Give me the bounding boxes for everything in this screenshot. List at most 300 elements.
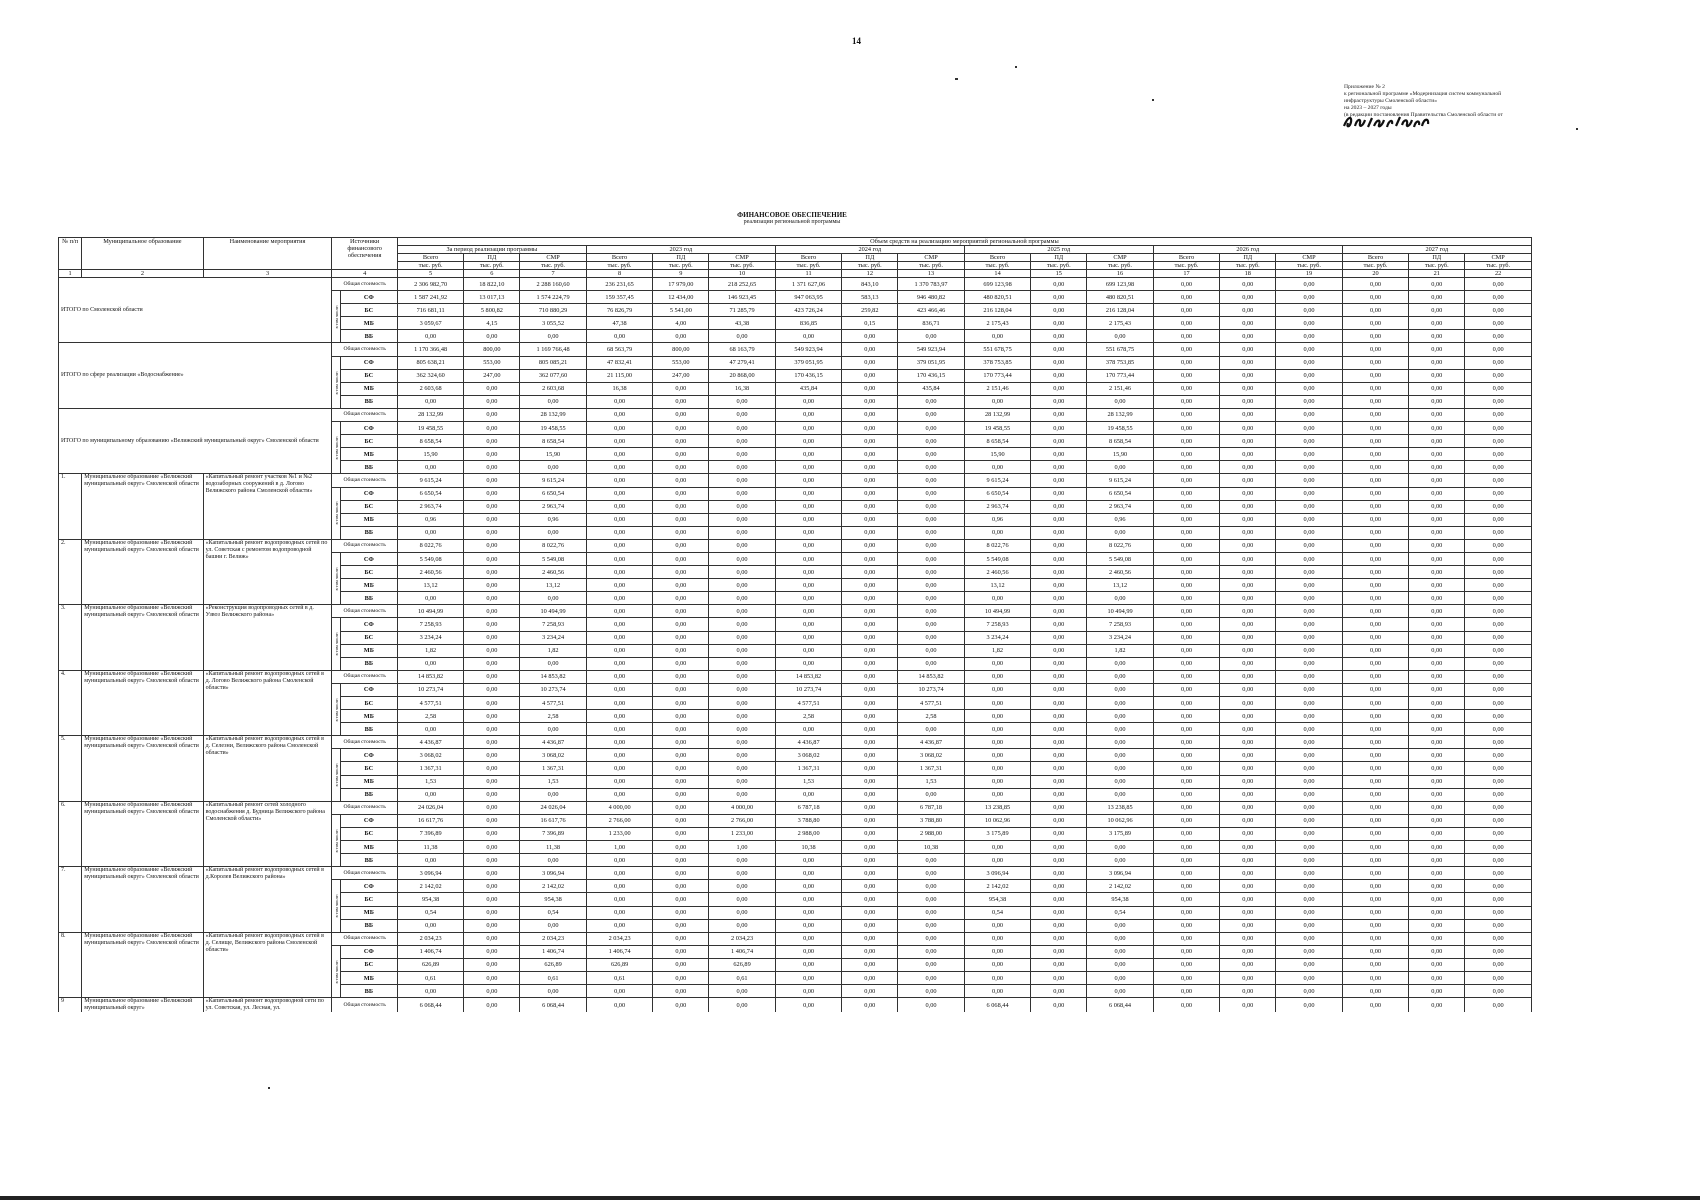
incl-text: в том числе: xyxy=(333,697,339,722)
value-cell: 0,00 xyxy=(1220,723,1276,736)
value-cell: 0,00 xyxy=(709,566,776,579)
value-cell: 0,00 xyxy=(898,618,965,631)
value-cell: 0,00 xyxy=(1409,762,1465,775)
value-cell: 6 068,44 xyxy=(1087,998,1154,1013)
value-cell: 0,00 xyxy=(464,592,520,605)
value-cell: 0,00 xyxy=(520,657,587,670)
value-cell: 0,00 xyxy=(1342,919,1409,932)
value-cell: 0,00 xyxy=(1409,893,1465,906)
value-cell: 0,00 xyxy=(1409,592,1465,605)
value-cell: 0,00 xyxy=(464,971,520,984)
value-cell: 0,00 xyxy=(653,697,709,710)
value-cell: 0,00 xyxy=(1465,749,1532,762)
value-cell: 0,00 xyxy=(709,670,776,683)
value-cell: 0,00 xyxy=(898,566,965,579)
value-cell: 0,00 xyxy=(653,893,709,906)
incl-vertical-label xyxy=(332,552,340,604)
value-cell: 0,00 xyxy=(397,657,464,670)
value-cell: 0,61 xyxy=(520,971,587,984)
value-cell: 0,00 xyxy=(842,461,898,474)
value-cell: 0,00 xyxy=(1031,356,1087,369)
row-index: 4. xyxy=(59,670,82,735)
value-cell: 0,00 xyxy=(1087,971,1154,984)
value-cell: 0,00 xyxy=(653,539,709,552)
value-cell: 71 285,79 xyxy=(709,304,776,317)
value-cell: 0,00 xyxy=(1342,317,1409,330)
value-cell: 0,00 xyxy=(1031,971,1087,984)
value-cell: 0,00 xyxy=(1409,356,1465,369)
value-cell: 0,00 xyxy=(1276,592,1343,605)
value-cell: 0,00 xyxy=(397,788,464,801)
value-cell: 0,00 xyxy=(1409,461,1465,474)
source-code: ВБ xyxy=(340,461,397,474)
value-cell: 0,00 xyxy=(1409,958,1465,971)
value-cell: 0,00 xyxy=(842,487,898,500)
value-cell: 954,38 xyxy=(1087,893,1154,906)
value-cell: 0,00 xyxy=(1087,958,1154,971)
value-cell: 159 357,45 xyxy=(586,291,653,304)
value-cell: 5 549,08 xyxy=(964,552,1031,565)
value-cell: 0,00 xyxy=(898,971,965,984)
value-cell: 0,00 xyxy=(653,710,709,723)
value-cell: 0,00 xyxy=(653,958,709,971)
value-cell: 0,00 xyxy=(1153,487,1220,500)
source-code: МБ xyxy=(340,710,397,723)
value-cell: 0,00 xyxy=(842,579,898,592)
value-cell: 0,00 xyxy=(842,932,898,945)
incl-text: в том числе: xyxy=(333,435,339,460)
value-cell: 0,00 xyxy=(1031,762,1087,775)
value-cell: 0,00 xyxy=(653,579,709,592)
municipality-name: Муниципальное образование «Велижский муниципальный округ» Смоленской области xyxy=(82,801,203,866)
value-cell: 0,00 xyxy=(1409,278,1465,291)
value-cell: 0,00 xyxy=(1153,998,1220,1013)
value-cell: 0,00 xyxy=(1409,710,1465,723)
value-cell: 0,00 xyxy=(653,500,709,513)
value-cell: 1 406,74 xyxy=(520,945,587,958)
value-cell: 170 436,15 xyxy=(775,369,842,382)
value-cell: 0,00 xyxy=(1276,683,1343,696)
value-cell: 0,00 xyxy=(464,408,520,421)
value-cell: 0,00 xyxy=(898,880,965,893)
value-cell: 0,00 xyxy=(397,461,464,474)
value-cell: 0,00 xyxy=(1342,448,1409,461)
value-cell: 0,00 xyxy=(586,670,653,683)
value-cell: 0,00 xyxy=(1276,435,1343,448)
value-cell: 20 868,00 xyxy=(709,369,776,382)
value-cell: 0,00 xyxy=(842,998,898,1013)
value-cell: 0,00 xyxy=(653,382,709,395)
value-cell: 0,00 xyxy=(1409,971,1465,984)
value-cell: 836,85 xyxy=(775,317,842,330)
value-cell: 0,00 xyxy=(842,526,898,539)
activity-name: «Капитальный ремонт водопроводных сетей по ул. Советская с ремонтом водопроводной башни г. Велиж» xyxy=(203,539,332,604)
value-cell: 0,00 xyxy=(1342,526,1409,539)
value-cell: 0,00 xyxy=(1409,317,1465,330)
value-cell: 0,00 xyxy=(898,906,965,919)
value-cell: 0,00 xyxy=(1409,945,1465,958)
value-cell: 0,00 xyxy=(586,618,653,631)
value-cell: 0,00 xyxy=(1153,880,1220,893)
source-total-label: Общая стоимость xyxy=(332,343,397,356)
value-cell: 0,00 xyxy=(1409,670,1465,683)
header-unit: тыс. руб. xyxy=(653,262,709,270)
value-cell: 0,00 xyxy=(1465,985,1532,998)
value-cell: 0,00 xyxy=(653,435,709,448)
value-cell: 0,00 xyxy=(1220,500,1276,513)
source-code: БС xyxy=(340,697,397,710)
value-cell: 0,00 xyxy=(1153,854,1220,867)
value-cell: 0,00 xyxy=(1220,566,1276,579)
value-cell: 0,00 xyxy=(1465,317,1532,330)
value-cell: 0,00 xyxy=(964,932,1031,945)
value-cell: 0,00 xyxy=(964,710,1031,723)
value-cell: 0,00 xyxy=(1276,644,1343,657)
value-cell: 0,00 xyxy=(1465,382,1532,395)
value-cell: 435,84 xyxy=(775,382,842,395)
value-cell: 0,00 xyxy=(464,867,520,880)
value-cell: 0,00 xyxy=(842,697,898,710)
value-cell: 0,00 xyxy=(842,710,898,723)
value-cell: 0,00 xyxy=(1465,500,1532,513)
value-cell: 0,00 xyxy=(1220,448,1276,461)
value-cell: 0,00 xyxy=(964,723,1031,736)
value-cell: 0,00 xyxy=(1465,644,1532,657)
value-cell: 0,00 xyxy=(1276,291,1343,304)
value-cell: 0,00 xyxy=(1220,710,1276,723)
header-column-number: 1 xyxy=(59,270,82,278)
value-cell: 0,00 xyxy=(1220,841,1276,854)
header-column-number: 11 xyxy=(775,270,842,278)
value-cell: 10 273,74 xyxy=(520,683,587,696)
value-cell: 0,00 xyxy=(1409,474,1465,487)
value-cell: 15,90 xyxy=(520,448,587,461)
incl-text: в том числе: xyxy=(333,763,339,787)
header-column-number: 19 xyxy=(1276,270,1343,278)
value-cell: 0,00 xyxy=(775,958,842,971)
value-cell: 0,00 xyxy=(464,985,520,998)
header-column-number: 21 xyxy=(1409,270,1465,278)
value-cell: 0,00 xyxy=(1465,998,1532,1013)
value-cell: 0,00 xyxy=(964,985,1031,998)
value-cell: 0,00 xyxy=(1342,461,1409,474)
value-cell: 3 788,80 xyxy=(898,814,965,827)
value-cell: 0,00 xyxy=(1409,304,1465,317)
incl-vertical-label xyxy=(332,356,340,408)
source-code: ВБ xyxy=(340,788,397,801)
value-cell: 378 753,85 xyxy=(1087,356,1154,369)
value-cell: 0,00 xyxy=(1220,644,1276,657)
value-cell: 626,89 xyxy=(586,958,653,971)
value-cell: 0,00 xyxy=(1153,579,1220,592)
incl-vertical-label xyxy=(332,422,340,474)
value-cell: 0,00 xyxy=(1409,841,1465,854)
value-cell: 0,00 xyxy=(1276,395,1343,408)
value-cell: 0,54 xyxy=(1087,906,1154,919)
value-cell: 843,10 xyxy=(842,278,898,291)
value-cell: 0,00 xyxy=(586,422,653,435)
value-cell: 0,00 xyxy=(1153,618,1220,631)
value-cell: 0,00 xyxy=(1342,958,1409,971)
value-cell: 0,00 xyxy=(653,683,709,696)
value-cell: 0,00 xyxy=(1220,278,1276,291)
value-cell: 0,00 xyxy=(1342,762,1409,775)
value-cell: 0,00 xyxy=(1409,422,1465,435)
header-unit: тыс. руб. xyxy=(586,262,653,270)
value-cell: 0,00 xyxy=(1153,932,1220,945)
value-cell: 0,00 xyxy=(709,461,776,474)
header-year-2027: 2027 год xyxy=(1342,246,1531,254)
value-cell: 2 766,00 xyxy=(586,814,653,827)
value-cell: 0,00 xyxy=(1220,395,1276,408)
value-cell: 0,00 xyxy=(1276,618,1343,631)
value-cell: 0,00 xyxy=(1342,801,1409,814)
appendix-line: на 2023 – 2027 годы xyxy=(1344,105,1392,111)
value-cell: 0,00 xyxy=(1465,513,1532,526)
value-cell: 8 658,54 xyxy=(397,435,464,448)
value-cell: 0,00 xyxy=(1409,330,1465,343)
value-cell: 4 577,51 xyxy=(397,697,464,710)
value-cell: 1 587 241,92 xyxy=(397,291,464,304)
value-cell: 0,00 xyxy=(709,657,776,670)
value-cell: 3 175,89 xyxy=(1087,827,1154,840)
value-cell: 0,00 xyxy=(1276,801,1343,814)
value-cell: 4,00 xyxy=(653,317,709,330)
value-cell: 0,00 xyxy=(1276,500,1343,513)
value-cell: 0,00 xyxy=(1465,919,1532,932)
value-cell: 0,00 xyxy=(653,749,709,762)
value-cell: 0,00 xyxy=(898,788,965,801)
value-cell: 0,00 xyxy=(464,945,520,958)
value-cell: 0,00 xyxy=(842,736,898,749)
value-cell: 0,00 xyxy=(1031,539,1087,552)
value-cell: 0,00 xyxy=(709,552,776,565)
value-cell: 0,00 xyxy=(1153,356,1220,369)
value-cell: 0,00 xyxy=(709,644,776,657)
incl-text: в том числе: xyxy=(333,501,339,525)
value-cell: 0,00 xyxy=(1342,788,1409,801)
source-code: СФ xyxy=(340,487,397,500)
value-cell: 0,00 xyxy=(842,592,898,605)
value-cell: 0,00 xyxy=(842,356,898,369)
value-cell: 0,00 xyxy=(709,697,776,710)
value-cell: 0,00 xyxy=(1409,408,1465,421)
header-column-number: 12 xyxy=(842,270,898,278)
value-cell: 1,53 xyxy=(775,775,842,788)
scan-edge-bar xyxy=(0,1196,1700,1200)
value-cell: 0,00 xyxy=(898,435,965,448)
value-cell: 0,00 xyxy=(520,330,587,343)
value-cell: 0,00 xyxy=(1465,723,1532,736)
value-cell: 0,00 xyxy=(1342,932,1409,945)
value-cell: 0,00 xyxy=(1342,998,1409,1013)
value-cell: 4 436,87 xyxy=(898,736,965,749)
value-cell: 0,00 xyxy=(1220,749,1276,762)
value-cell: 0,00 xyxy=(1220,932,1276,945)
table-row-total xyxy=(59,278,1532,291)
value-cell: 0,00 xyxy=(1087,736,1154,749)
municipality-name: Муниципальное образование «Велижский муниципальный округ» Смоленской области xyxy=(82,867,203,932)
value-cell: 0,00 xyxy=(1220,657,1276,670)
value-cell: 5 549,08 xyxy=(397,552,464,565)
value-cell: 6 068,44 xyxy=(964,998,1031,1013)
value-cell: 0,00 xyxy=(464,461,520,474)
value-cell: 0,00 xyxy=(775,592,842,605)
value-cell: 15,90 xyxy=(1087,448,1154,461)
value-cell: 0,00 xyxy=(1342,539,1409,552)
value-cell: 0,00 xyxy=(842,775,898,788)
value-cell: 0,61 xyxy=(709,971,776,984)
value-cell: 0,00 xyxy=(1031,958,1087,971)
value-cell: 0,00 xyxy=(1220,631,1276,644)
value-cell: 0,00 xyxy=(464,841,520,854)
value-cell: 0,00 xyxy=(709,631,776,644)
value-cell: 6 650,54 xyxy=(520,487,587,500)
value-cell: 8 022,76 xyxy=(520,539,587,552)
value-cell: 0,00 xyxy=(1031,474,1087,487)
value-cell: 0,00 xyxy=(1031,736,1087,749)
value-cell: 0,00 xyxy=(1031,880,1087,893)
value-cell: 0,00 xyxy=(464,710,520,723)
value-cell: 19 458,55 xyxy=(520,422,587,435)
value-cell: 0,00 xyxy=(898,893,965,906)
finance-table xyxy=(58,237,1532,1012)
table-row-total xyxy=(59,932,1532,945)
value-cell: 805 638,21 xyxy=(397,356,464,369)
value-cell: 0,00 xyxy=(1031,723,1087,736)
value-cell: 0,00 xyxy=(653,762,709,775)
value-cell: 0,00 xyxy=(1276,513,1343,526)
value-cell: 0,00 xyxy=(464,880,520,893)
value-cell: 1 370 783,97 xyxy=(898,278,965,291)
value-cell: 0,00 xyxy=(397,526,464,539)
value-cell: 0,00 xyxy=(709,919,776,932)
value-cell: 0,00 xyxy=(1409,500,1465,513)
value-cell: 0,00 xyxy=(1220,945,1276,958)
value-cell: 0,00 xyxy=(464,422,520,435)
value-cell: 0,00 xyxy=(1220,683,1276,696)
value-cell: 0,00 xyxy=(1087,526,1154,539)
value-cell: 14 853,82 xyxy=(520,670,587,683)
value-cell: 0,00 xyxy=(1153,369,1220,382)
value-cell: 0,00 xyxy=(1153,683,1220,696)
value-cell: 170 773,44 xyxy=(964,369,1031,382)
value-cell: 8 022,76 xyxy=(1087,539,1154,552)
value-cell: 0,00 xyxy=(1153,343,1220,356)
value-cell: 7 258,93 xyxy=(964,618,1031,631)
activity-name: «Капитальный ремонт сетей холодного водоснабжения д. Будница Велижского района Смоленской области» xyxy=(203,801,332,866)
source-code: БС xyxy=(340,893,397,906)
value-cell: 0,00 xyxy=(898,657,965,670)
value-cell: 0,00 xyxy=(586,906,653,919)
value-cell: 0,00 xyxy=(775,854,842,867)
header-unit: тыс. руб. xyxy=(520,262,587,270)
value-cell: 236 231,65 xyxy=(586,278,653,291)
value-cell: 0,00 xyxy=(1276,461,1343,474)
value-cell: 0,00 xyxy=(1220,422,1276,435)
source-code: БС xyxy=(340,762,397,775)
source-total-label: Общая стоимость xyxy=(332,998,397,1013)
value-cell: 0,00 xyxy=(1342,880,1409,893)
activity-name: «Реконструкция водопроводных сетей в д. Узвоз Велижского района» xyxy=(203,605,332,670)
value-cell: 2 963,74 xyxy=(964,500,1031,513)
value-cell: 0,00 xyxy=(842,474,898,487)
value-cell: 0,00 xyxy=(464,827,520,840)
value-cell: 0,00 xyxy=(1276,945,1343,958)
value-cell: 0,15 xyxy=(842,317,898,330)
scan-speck xyxy=(1015,66,1017,68)
value-cell: 0,00 xyxy=(1087,670,1154,683)
appendix-line: Приложение № 2 xyxy=(1344,84,1385,90)
value-cell: 13,12 xyxy=(1087,579,1154,592)
value-cell: 0,00 xyxy=(1087,461,1154,474)
table-row-total xyxy=(59,998,1532,1013)
value-cell: 0,00 xyxy=(1342,985,1409,998)
value-cell: 0,00 xyxy=(1276,775,1343,788)
value-cell: 0,00 xyxy=(1276,958,1343,971)
value-cell: 0,00 xyxy=(653,605,709,618)
value-cell: 0,00 xyxy=(586,461,653,474)
value-cell: 0,00 xyxy=(709,683,776,696)
value-cell: 1,82 xyxy=(964,644,1031,657)
value-cell: 0,96 xyxy=(1087,513,1154,526)
value-cell: 0,00 xyxy=(1031,395,1087,408)
value-cell: 0,00 xyxy=(898,500,965,513)
value-cell: 0,00 xyxy=(1220,958,1276,971)
value-cell: 0,00 xyxy=(842,513,898,526)
value-cell: 0,00 xyxy=(586,566,653,579)
value-cell: 0,00 xyxy=(775,487,842,500)
value-cell: 549 923,94 xyxy=(898,343,965,356)
value-cell: 0,00 xyxy=(653,448,709,461)
value-cell: 11,38 xyxy=(520,841,587,854)
row-index: 7. xyxy=(59,867,82,932)
value-cell: 0,00 xyxy=(1153,330,1220,343)
value-cell: 2 460,56 xyxy=(520,566,587,579)
value-cell: 0,00 xyxy=(709,474,776,487)
value-cell: 0,00 xyxy=(653,971,709,984)
value-cell: 6 650,54 xyxy=(397,487,464,500)
value-cell: 0,00 xyxy=(1153,814,1220,827)
value-cell: 0,00 xyxy=(1031,749,1087,762)
value-cell: 0,00 xyxy=(1153,448,1220,461)
municipality-name: Муниципальное образование «Велижский муниципальный округ» Смоленской области xyxy=(82,932,203,997)
value-cell: 28 132,99 xyxy=(964,408,1031,421)
value-cell: 0,00 xyxy=(842,631,898,644)
value-cell: 15,90 xyxy=(964,448,1031,461)
value-cell: 0,00 xyxy=(1465,395,1532,408)
value-cell: 0,00 xyxy=(775,566,842,579)
value-cell: 0,00 xyxy=(898,867,965,880)
value-cell: 0,00 xyxy=(842,435,898,448)
value-cell: 28 132,99 xyxy=(1087,408,1154,421)
value-cell: 0,00 xyxy=(1342,369,1409,382)
value-cell: 0,00 xyxy=(1409,827,1465,840)
value-cell: 0,00 xyxy=(964,958,1031,971)
value-cell: 0,00 xyxy=(520,854,587,867)
value-cell: 0,00 xyxy=(1342,382,1409,395)
header-index: № п/п xyxy=(59,238,82,270)
value-cell: 0,00 xyxy=(1465,579,1532,592)
value-cell: 0,00 xyxy=(964,670,1031,683)
value-cell: 0,00 xyxy=(898,474,965,487)
value-cell: 0,00 xyxy=(1342,474,1409,487)
header-sub-col: ПД xyxy=(842,254,898,262)
value-cell: 0,00 xyxy=(775,657,842,670)
value-cell: 0,00 xyxy=(1342,579,1409,592)
value-cell: 0,00 xyxy=(842,605,898,618)
value-cell: 10 494,99 xyxy=(964,605,1031,618)
